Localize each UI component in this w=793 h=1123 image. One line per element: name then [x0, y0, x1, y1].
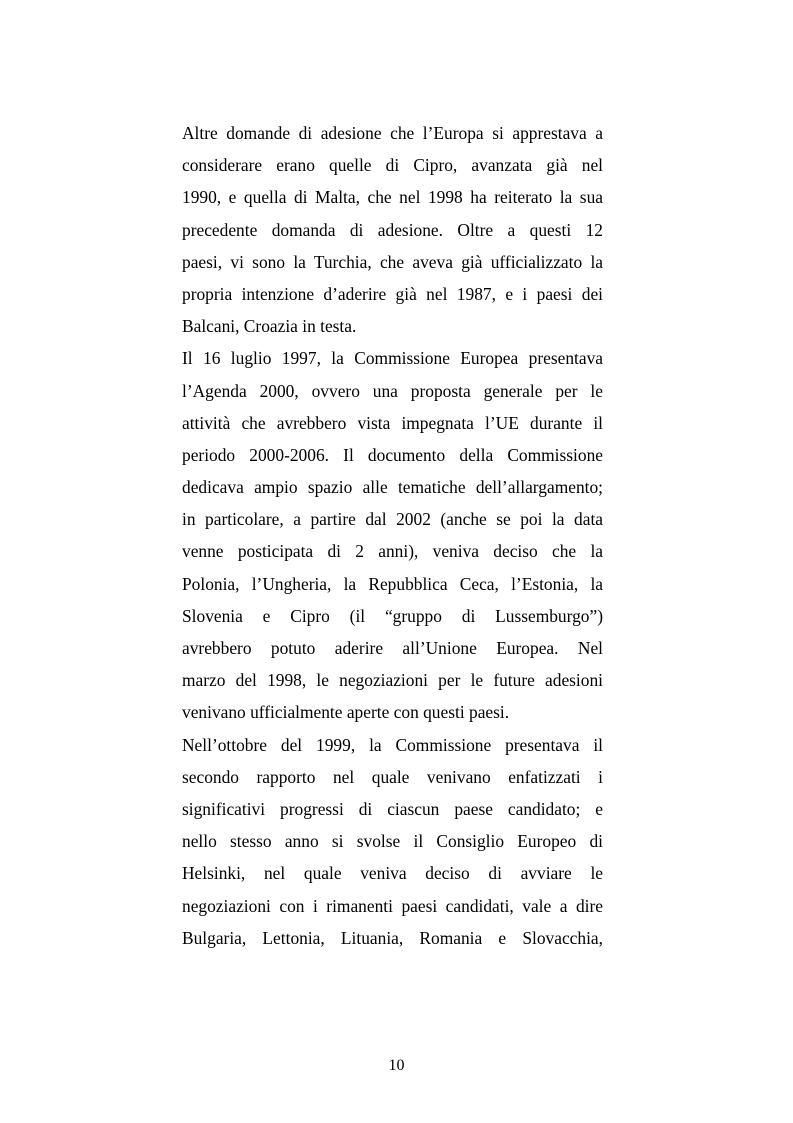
- text-line: precedente domanda di adesione. Oltre a questi 12: [182, 219, 603, 240]
- text-line: l’Agenda 2000, ovvero una proposta generale per le: [182, 380, 603, 401]
- text-line: dedicava ampio spazio alle tematiche dell’allargamento;: [182, 477, 603, 498]
- text-line: Slovenia e Cipro (il “gruppo di Lussemburgo”): [182, 605, 603, 626]
- text-line: Il 16 luglio 1997, la Commissione Europea presentava: [182, 348, 603, 369]
- text-line: nello stesso anno si svolse il Consiglio Europeo di: [182, 831, 603, 852]
- text-line: Balcani, Croazia in testa.: [182, 316, 357, 337]
- text-line: secondo rapporto nel quale venivano enfatizzati i: [182, 766, 603, 787]
- text-line: periodo 2000-2006. Il documento della Commissione: [182, 444, 603, 465]
- page-number: 10: [388, 1057, 405, 1074]
- text-line: Nell’ottobre del 1999, la Commissione presentava il: [182, 734, 603, 755]
- text-line: venivano ufficialmente aperte con questi paesi.: [182, 702, 510, 723]
- body-text: [182, 117, 603, 954]
- text-line: propria intenzione d’aderire già nel 1987, e i paesi dei: [182, 283, 603, 304]
- text-line: Altre domande di adesione che l’Europa si apprestava a: [182, 123, 603, 143]
- text-line: avrebbero potuto aderire all’Unione Europea. Nel: [182, 638, 603, 658]
- text-line: Bulgaria, Lettonia, Lituania, Romania e Slovacchia,: [182, 927, 603, 948]
- text-line: in particolare, a partire dal 2002 (anche se poi la data: [182, 509, 603, 530]
- text-line: attività che avrebbero vista impegnata l’UE durante il: [182, 412, 603, 433]
- text-line: considerare erano quelle di Cipro, avanzata già nel: [182, 155, 603, 176]
- text-line: marzo del 1998, le negoziazioni per le future adesioni: [182, 670, 603, 691]
- text-line: 1990, e quella di Malta, che nel 1998 ha reiterato la sua: [182, 187, 603, 208]
- text-line: Helsinki, nel quale veniva deciso di avviare le: [182, 863, 603, 884]
- text-line: venne posticipata di 2 anni), veniva deciso che la: [182, 541, 603, 562]
- text-line: significativi progressi di ciascun paese candidato; e: [182, 798, 603, 819]
- text-line: negoziazioni con i rimanenti paesi candidati, vale a dire: [182, 895, 603, 916]
- text-line: Polonia, l’Ungheria, la Repubblica Ceca, l’Estonia, la: [182, 573, 603, 594]
- text-line: paesi, vi sono la Turchia, che aveva già ufficializzato la: [182, 251, 603, 272]
